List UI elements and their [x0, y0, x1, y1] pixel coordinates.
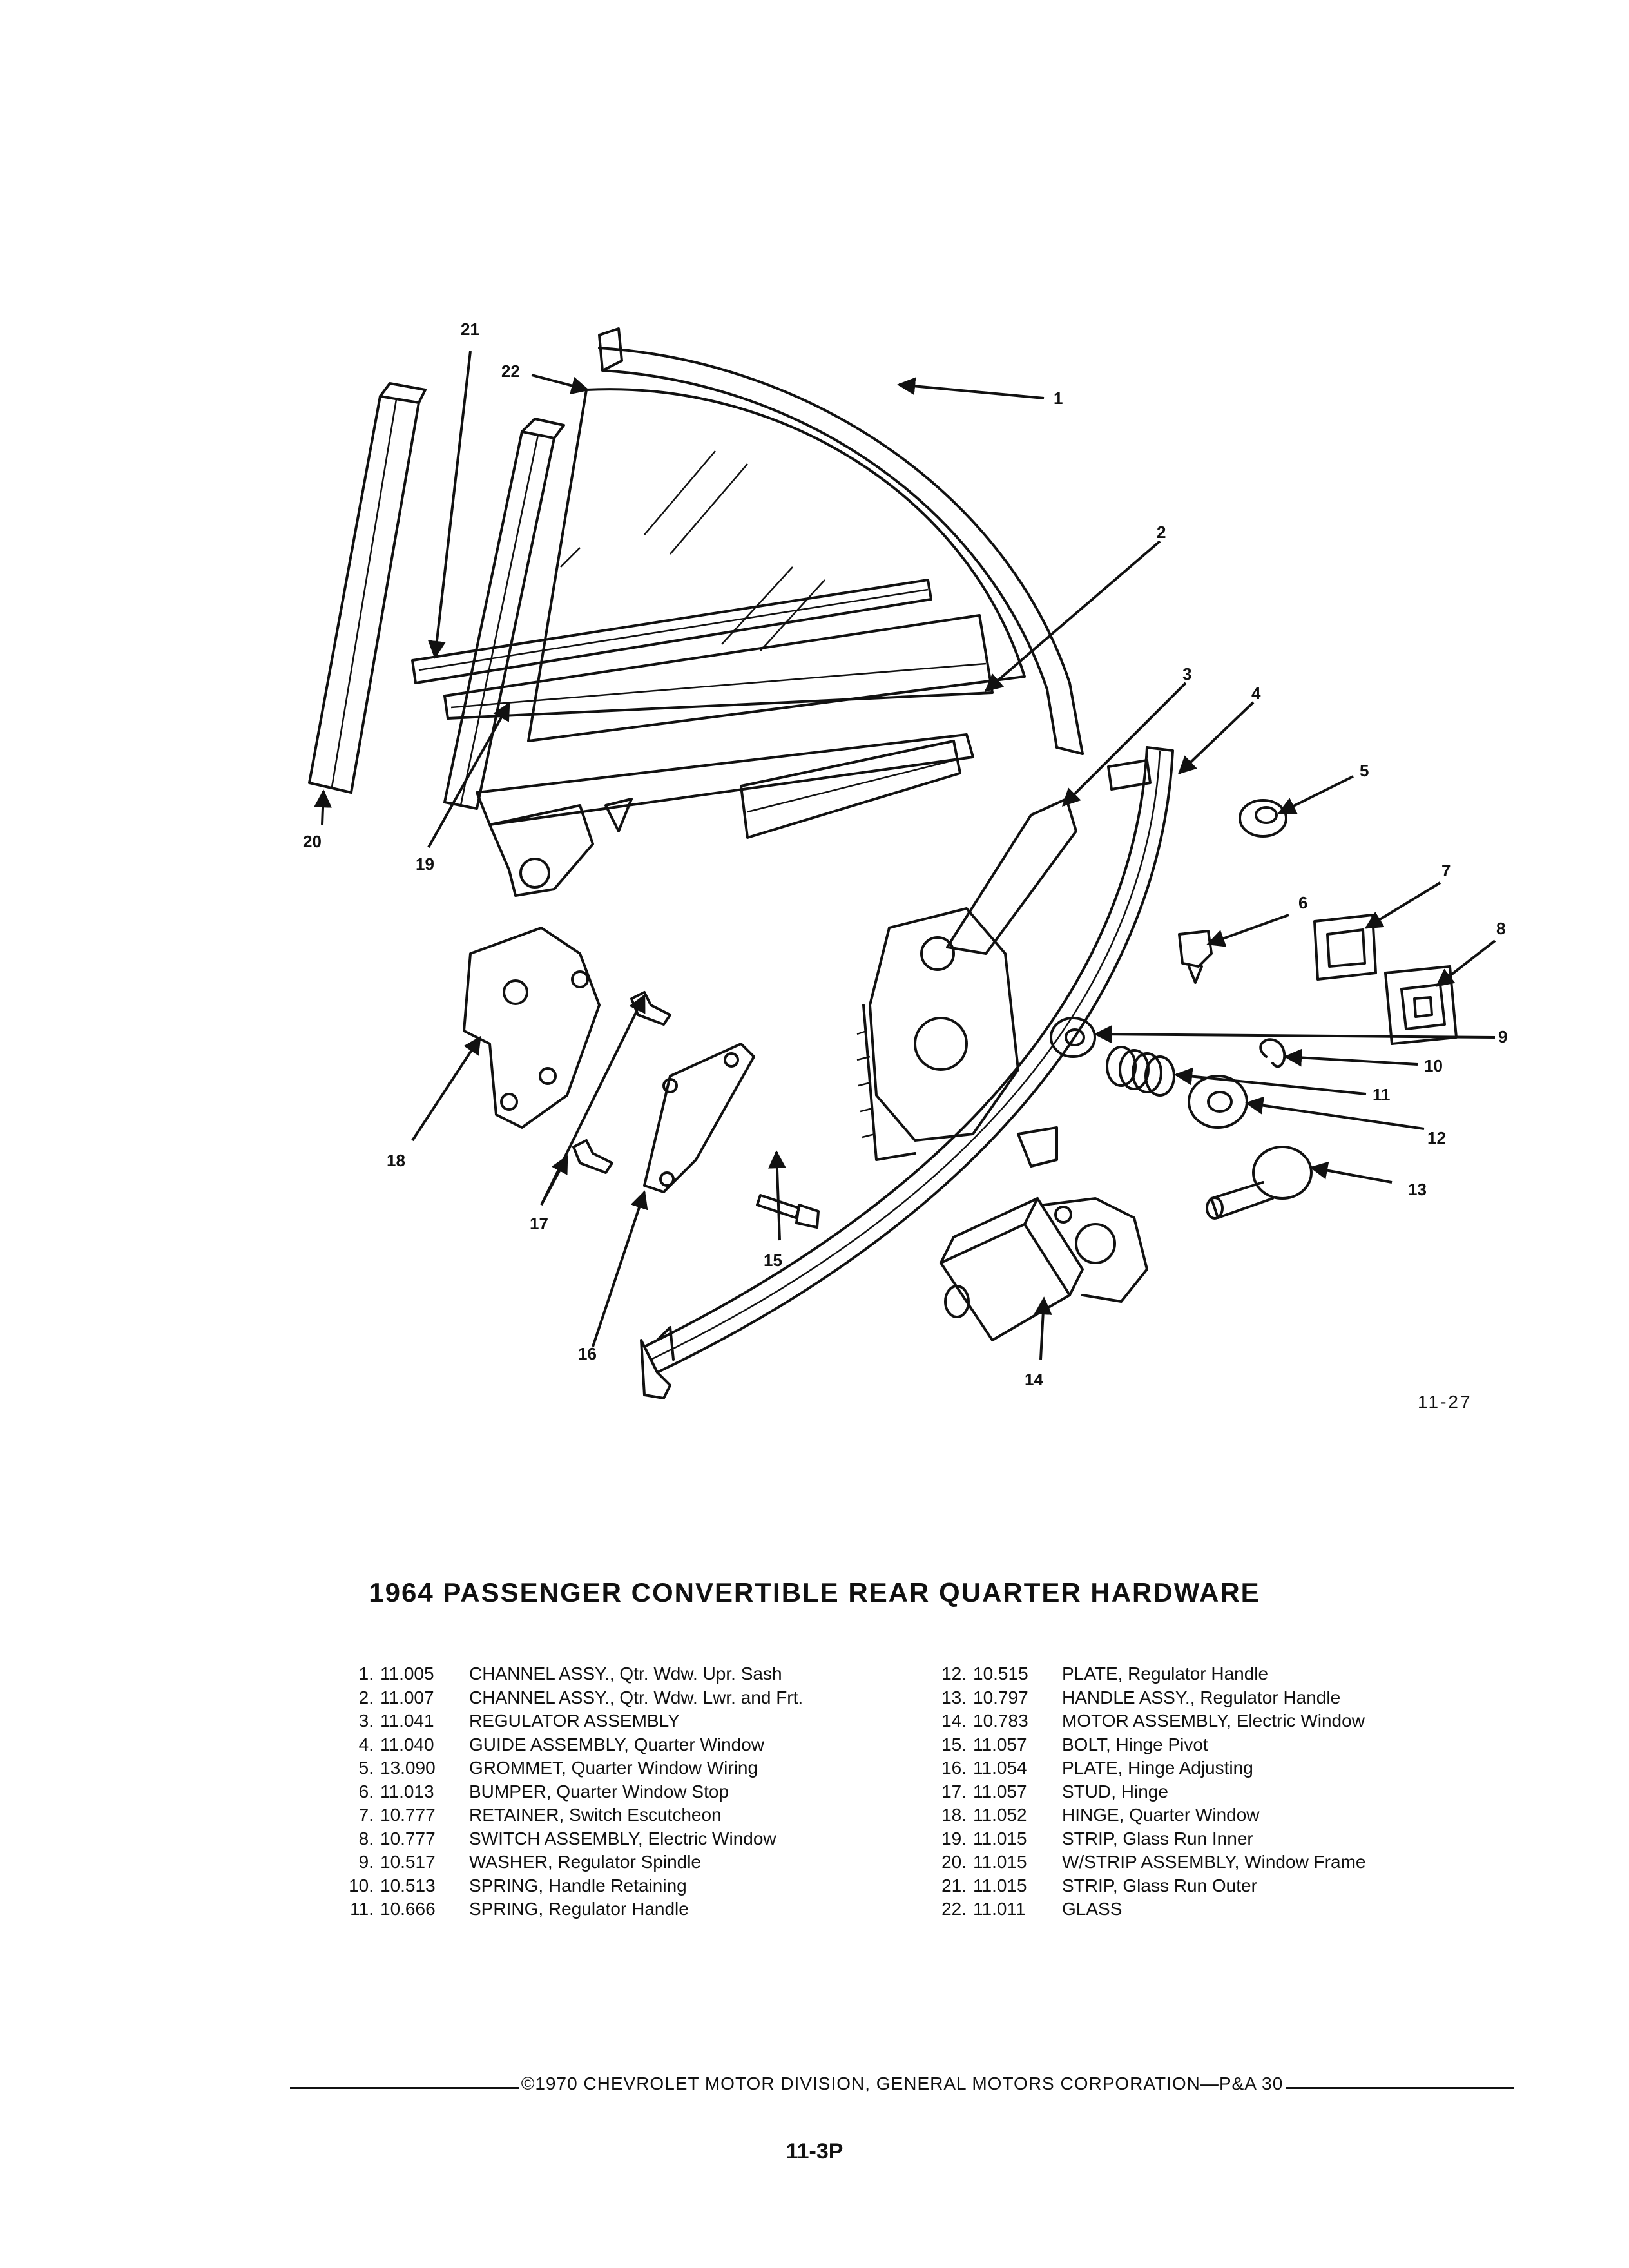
callout-12: 12 — [1427, 1128, 1446, 1148]
item-code: 11.057 — [973, 1734, 1027, 1754]
callout-1: 1 — [1054, 389, 1063, 408]
callout-5: 5 — [1360, 761, 1369, 780]
item-code: 11.005 — [380, 1664, 434, 1684]
item-description: PLATE, Regulator Handle — [1062, 1664, 1269, 1684]
item-code: 11.040 — [380, 1734, 434, 1754]
callout-7: 7 — [1441, 861, 1451, 880]
figure-code: 11-27 — [1418, 1392, 1472, 1412]
item-code: 11.015 — [973, 1875, 1027, 1896]
item-code: 11.054 — [973, 1758, 1027, 1778]
item-number: 19. — [941, 1828, 967, 1849]
callout-21: 21 — [461, 320, 479, 339]
callout-14: 14 — [1025, 1370, 1043, 1389]
legend-row — [934, 1662, 1547, 1686]
item-description: PLATE, Hinge Adjusting — [1062, 1758, 1253, 1778]
item-code: 11.015 — [973, 1828, 1027, 1849]
item-code: 10.666 — [380, 1899, 436, 1919]
regulator-handle-spring — [1107, 1047, 1174, 1095]
legend-row — [934, 1733, 1547, 1757]
item-code: 10.783 — [973, 1711, 1028, 1731]
item-number: 12. — [941, 1664, 967, 1684]
item-description: CHANNEL ASSY., Qtr. Wdw. Lwr. and Frt. — [469, 1687, 804, 1707]
legend-row — [934, 1686, 1547, 1710]
legend-row — [934, 1850, 1547, 1874]
legend-row — [934, 1780, 1547, 1804]
item-code: 10.513 — [380, 1875, 436, 1896]
copyright-footer — [290, 2073, 1514, 2094]
item-number: 6. — [358, 1781, 374, 1802]
item-code: 11.041 — [380, 1711, 434, 1731]
legend-row — [934, 1874, 1547, 1898]
footer-rule-right — [1286, 2087, 1514, 2089]
item-number: 7. — [358, 1805, 374, 1825]
item-description: SPRING, Regulator Handle — [469, 1899, 689, 1919]
item-number: 20. — [941, 1852, 967, 1872]
window-frame-weatherstrip — [309, 383, 425, 793]
copyright-text: ©1970 CHEVROLET MOTOR DIVISION, GENERAL MOTORS CORPORATION—P&A 30 — [521, 2073, 1284, 2093]
callout-11: 11 — [1373, 1085, 1391, 1104]
item-number: 17. — [941, 1781, 967, 1802]
item-description: STRIP, Glass Run Inner — [1062, 1828, 1253, 1849]
callout-22: 22 — [501, 361, 520, 381]
item-description: GUIDE ASSEMBLY, Quarter Window — [469, 1734, 765, 1754]
item-description: HANDLE ASSY., Regulator Handle — [1062, 1687, 1341, 1707]
hinge-studs — [574, 992, 670, 1173]
item-code: 11.011 — [973, 1899, 1026, 1919]
hinge-adjusting-plate — [644, 1044, 754, 1192]
item-code: 10.797 — [973, 1687, 1028, 1707]
legend-row — [342, 1874, 934, 1898]
item-description: SWITCH ASSEMBLY, Electric Window — [469, 1828, 776, 1849]
callout-17: 17 — [530, 1214, 548, 1233]
regulator-handle-plate — [1189, 1076, 1247, 1128]
item-number: 8. — [358, 1828, 374, 1849]
footer-rule-left — [290, 2087, 519, 2089]
glass-run-inner-strip — [445, 419, 564, 809]
item-description: WASHER, Regulator Spindle — [469, 1852, 702, 1872]
item-description: HINGE, Quarter Window — [1062, 1805, 1260, 1825]
legend-row — [342, 1686, 934, 1710]
item-description: STUD, Hinge — [1062, 1781, 1168, 1802]
parts-legend-left — [342, 1662, 934, 1921]
quarter-glass — [528, 389, 1025, 741]
legend-row — [342, 1709, 934, 1733]
guide-assembly — [641, 747, 1173, 1398]
item-number: 22. — [941, 1899, 967, 1919]
legend-row — [342, 1898, 934, 1921]
item-number: 11. — [350, 1899, 374, 1919]
callout-6: 6 — [1298, 893, 1308, 912]
handle-retaining-spring — [1260, 1039, 1284, 1066]
item-number: 1. — [358, 1664, 374, 1684]
item-number: 10. — [349, 1875, 374, 1896]
item-number: 16. — [941, 1758, 967, 1778]
legend-row — [342, 1780, 934, 1804]
item-code: 10.777 — [380, 1828, 436, 1849]
callout-16: 16 — [578, 1344, 597, 1363]
item-description: REGULATOR ASSEMBLY — [469, 1711, 680, 1731]
callout-19: 19 — [416, 854, 434, 874]
legend-row — [342, 1827, 934, 1851]
legend-row — [934, 1898, 1547, 1921]
item-description: RETAINER, Switch Escutcheon — [469, 1805, 722, 1825]
item-description: GLASS — [1062, 1899, 1123, 1919]
item-number: 5. — [358, 1758, 374, 1778]
item-code: 11.013 — [380, 1781, 434, 1802]
callout-9: 9 — [1498, 1027, 1508, 1046]
legend-row — [934, 1756, 1547, 1780]
item-number: 9. — [358, 1852, 374, 1872]
item-number: 3. — [358, 1711, 374, 1731]
item-code: 11.052 — [973, 1805, 1027, 1825]
item-code: 11.015 — [973, 1852, 1027, 1872]
item-code: 10.517 — [380, 1852, 436, 1872]
legend-row — [934, 1803, 1547, 1827]
grommet — [1240, 800, 1286, 836]
callout-3: 3 — [1182, 664, 1192, 684]
callout-2: 2 — [1157, 523, 1166, 542]
item-code: 11.007 — [380, 1687, 434, 1707]
legend-row — [342, 1662, 934, 1686]
item-number: 15. — [941, 1734, 967, 1754]
legend-row — [342, 1733, 934, 1757]
callout-10: 10 — [1424, 1056, 1443, 1075]
callout-18: 18 — [387, 1151, 405, 1170]
legend-row — [934, 1827, 1547, 1851]
item-description: SPRING, Handle Retaining — [469, 1875, 687, 1896]
item-code: 10.515 — [973, 1664, 1028, 1684]
item-description: STRIP, Glass Run Outer — [1062, 1875, 1257, 1896]
item-description: BUMPER, Quarter Window Stop — [469, 1781, 729, 1802]
item-number: 18. — [941, 1805, 967, 1825]
item-code: 11.057 — [973, 1781, 1027, 1802]
washer — [1051, 1018, 1095, 1057]
item-code: 10.777 — [380, 1805, 436, 1825]
item-description: W/STRIP ASSEMBLY, Window Frame — [1062, 1852, 1366, 1872]
legend-row — [342, 1850, 934, 1874]
item-code: 13.090 — [380, 1758, 436, 1778]
regulator-assembly — [857, 799, 1076, 1166]
parts-legend-right — [934, 1662, 1547, 1921]
quarter-window-hinge — [464, 928, 599, 1128]
lower-front-channel — [445, 615, 992, 896]
callout-8: 8 — [1496, 919, 1506, 938]
page-title: 1964 PASSENGER CONVERTIBLE REAR QUARTER HARDWARE — [369, 1577, 1260, 1608]
item-number: 14. — [941, 1711, 967, 1731]
item-number: 13. — [941, 1687, 967, 1707]
callout-13: 13 — [1408, 1180, 1427, 1199]
item-description: BOLT, Hinge Pivot — [1062, 1734, 1208, 1754]
retainer — [1315, 915, 1376, 979]
item-description: GROMMET, Quarter Window Wiring — [469, 1758, 758, 1778]
leader-lines — [322, 351, 1495, 1360]
callout-20: 20 — [303, 832, 322, 851]
callout-15: 15 — [764, 1251, 782, 1270]
item-number: 21. — [941, 1875, 967, 1896]
item-description: CHANNEL ASSY., Qtr. Wdw. Upr. Sash — [469, 1664, 782, 1684]
legend-row — [934, 1709, 1547, 1733]
regulator-handle — [1207, 1147, 1311, 1218]
legend-row — [342, 1756, 934, 1780]
item-number: 2. — [358, 1687, 374, 1707]
legend-row — [342, 1803, 934, 1827]
item-number: 4. — [358, 1734, 374, 1754]
callout-4: 4 — [1251, 684, 1261, 703]
hinge-pivot-bolt — [757, 1195, 818, 1227]
bumper — [1179, 931, 1211, 983]
item-description: MOTOR ASSEMBLY, Electric Window — [1062, 1711, 1365, 1731]
page-number: 11-3P — [786, 2139, 843, 2164]
